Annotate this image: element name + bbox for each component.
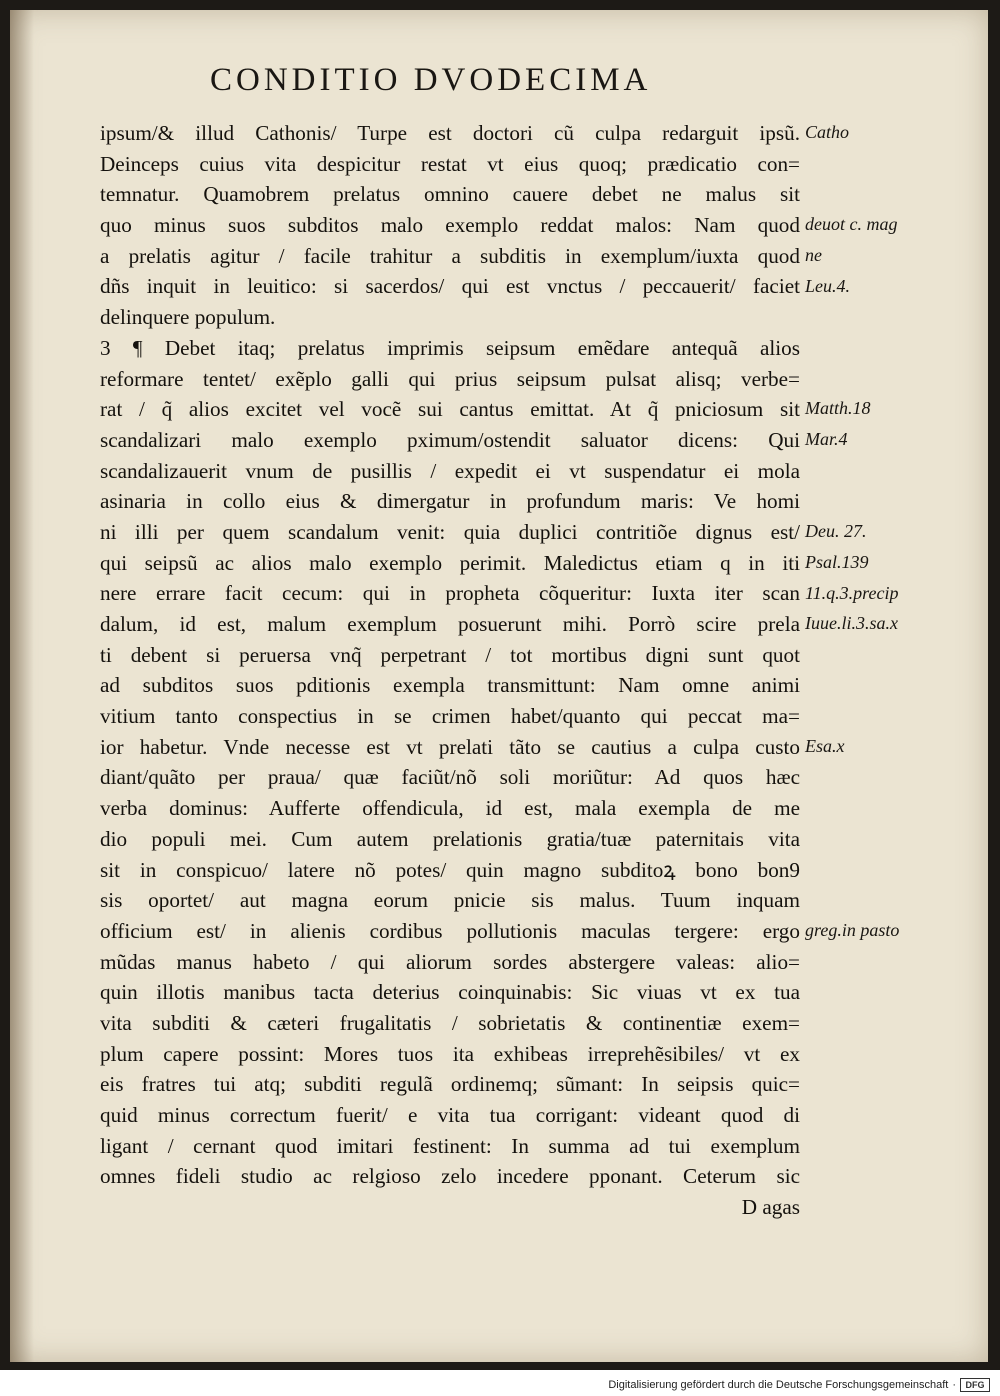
text-line: Deinceps cuius vita despicitur restat vt eius quoq; prædicatio con=	[100, 151, 800, 176]
text-line: omnes fideli studio ac relgioso zelo incedere pponant. Ceterum sic	[100, 1164, 800, 1189]
text-line: eis fratres tui atq; subditi regulã ordinemq; sũmant: In seipsis quic=	[100, 1072, 800, 1097]
text-line: mũdas manus habeto / qui aliorum sordes abstergere valeas: alio=	[100, 949, 800, 974]
text-line: ligant / cernant quod imitari festinent: In summa ad tui exemplum	[100, 1133, 800, 1158]
margin-note: Iuue.li.3.sa.x	[805, 613, 898, 634]
text-line: ad subditos suos pditionis exempla transmittunt: Nam omne animi	[100, 673, 800, 698]
credit-text: Digitalisierung gefördert durch die Deutsche Forschungsgemeinschaft	[608, 1379, 949, 1391]
text-line: ipsum/& illud Cathonis/ Turpe est doctori cũ culpa redarguit ipsũ.	[100, 121, 800, 145]
margin-note: greg.in pasto	[805, 920, 900, 941]
text-line: ni illi per quem scandalum venit: quia duplici contritiõe dignus est/	[100, 519, 800, 544]
text-line: dñs inquit in leuitico: si sacerdos/ qui est vnctus / peccauerit/ faciet	[100, 274, 800, 299]
text-line: vitium tanto conspectius in se crimen habet/quanto qui peccat ma=	[100, 704, 800, 729]
text-line: quid minus correctum fuerit/ e vita tua corrigant: videant quod di	[100, 1103, 800, 1127]
text-line: dio populi mei. Cum autem prelationis gratia/tuæ paternitais vita	[100, 826, 800, 851]
text-line: asinaria in collo eius & dimergatur in profundum maris: Ve homi	[100, 489, 800, 514]
text-line: reformare tentet/ exẽplo galli qui prius seipsum pulsat alisq; verbe=	[100, 366, 800, 391]
text-line: officium est/ in alienis cordibus pollutionis maculas tergere: ergo	[100, 918, 800, 943]
margin-note: 11.q.3.precip	[805, 582, 899, 603]
text-line: sis oportet/ aut magna eorum pnicie sis malus. Tuum inquam	[100, 888, 800, 913]
dfg-logo-icon: DFG	[960, 1378, 990, 1392]
text-line: rat / q̃ alios excitet vel vocẽ sui cantus emittat. At q̃ pniciosum sit	[100, 397, 800, 422]
text-line: ti debent si peruersa vnq̃ perpetrant / tot mortibus digni sunt quot	[100, 642, 800, 667]
margin-note: ne	[805, 244, 822, 265]
margin-note: Matth.18	[805, 398, 871, 419]
margin-note: Esa.x	[805, 736, 845, 756]
text-line: plum capere possint: Mores tuos ita exhibeas irreprehẽsibiles/ vt ex	[100, 1041, 800, 1066]
running-header: CONDITIO DVODECIMA	[210, 62, 652, 98]
margin-note: Psal.139	[805, 551, 869, 572]
margin-note: Mar.4	[805, 429, 848, 449]
margin-note: Leu.4.	[805, 275, 850, 296]
text-line: a prelatis agitur / facile trahitur a subditis in exemplum/iuxta quod	[100, 243, 800, 268]
margin-note: Deu. 27.	[805, 521, 867, 542]
text-line: temnatur. Quamobrem prelatus omnino cauere debet ne malus sit	[100, 182, 800, 207]
catchword: D agas	[741, 1195, 800, 1220]
text-line: scandalizauerit vnum de pusillis / expedit ei vt suspendatur ei mola	[100, 458, 800, 483]
binding-shadow	[10, 10, 34, 1362]
text-line: nere errare facit cecum: qui in propheta cõqueritur: Iuxta iter scan	[100, 581, 800, 606]
text-line: quo minus suos subditos malo exemplo reddat malos: Nam quod	[100, 213, 800, 238]
text-line: ior habetur. Vnde necesse est vt prelati tãto se cautius a culpa custo	[100, 734, 800, 759]
text-line: verba dominus: Aufferte offendicula, id est, mala exempla de me	[100, 796, 800, 821]
margin-note: Catho	[805, 122, 850, 142]
text-line: quin illotis manibus tacta deterius coinquinabis: Sic viuas vt ex tua	[100, 980, 800, 1005]
text-line: qui seipsũ ac alios malo exemplo perimit. Maledictus etiam q in iti	[100, 550, 800, 575]
text-line: vita subditi & cæteri frugalitatis / sobrietatis & continentiæ exem=	[100, 1010, 800, 1035]
text-line: sit in conspicuo/ latere nõ potes/ quin magno subditoꝝ bono bon9	[100, 857, 800, 882]
text-line: 3 ¶ Debet itaq; prelatus imprimis seipsum emẽdare antequã alios	[100, 335, 800, 360]
body-text	[100, 118, 800, 1223]
text-line: diant/quãto per praua/ quæ faciũt/nõ soli moriũtur: Ad quos hæc	[100, 765, 800, 790]
margin-note: deuot c. mag	[805, 214, 898, 235]
text-line: dalum, id est, malum exemplum posuerunt mihi. Porrò scire prela	[100, 612, 800, 636]
digitization-credit: Digitalisierung gefördert durch die Deutsche Forschungsgemeinschaft · DFG	[608, 1378, 990, 1392]
text-line: scandalizari malo exemplo pximum/ostendit saluator dicens: Qui	[100, 427, 800, 452]
text-line: delinquere populum.	[100, 305, 276, 330]
